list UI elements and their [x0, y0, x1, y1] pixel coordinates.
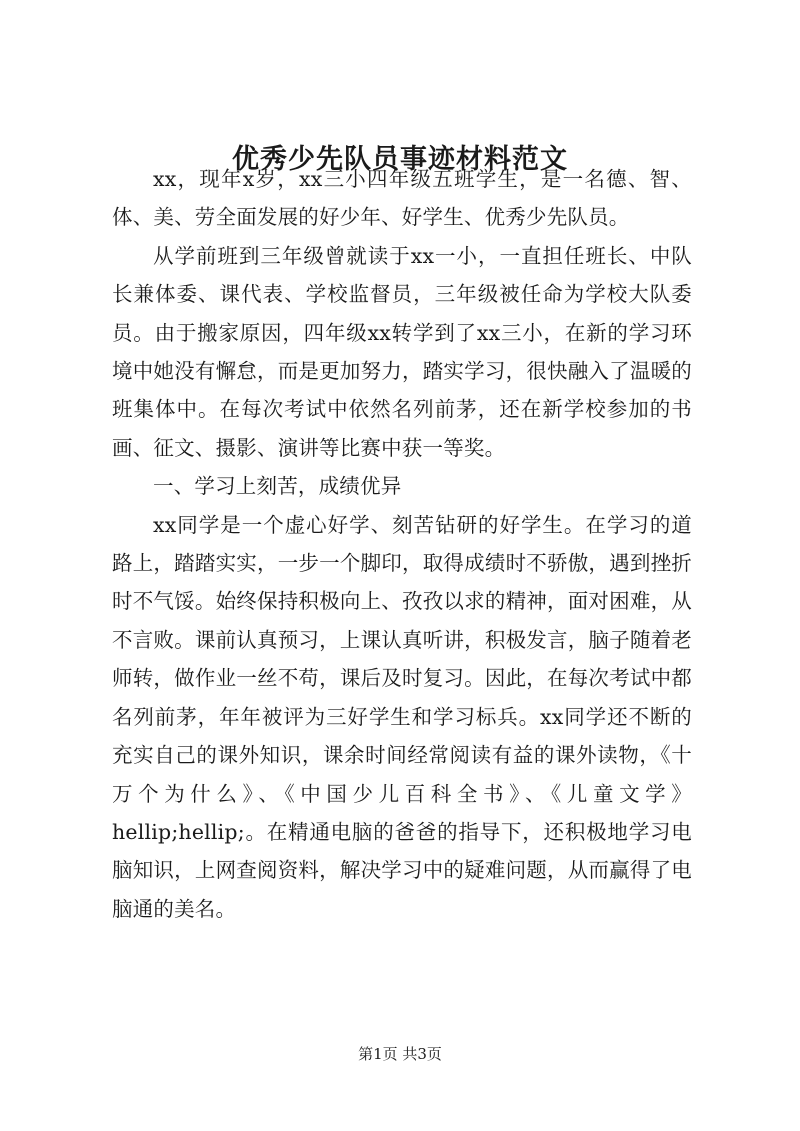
document-title: 优秀少先队员事迹材料范文: [232, 144, 568, 175]
paragraph-intro: xx，现年x岁，xx三小四年级五班学生，是一名德、智、体、美、劳全面发展的好少年、好学生、优秀少先队员。: [112, 167, 692, 230]
document-body: [112, 160, 692, 928]
paragraph-study: xx同学是一个虚心好学、刻苦钻研的好学生。在学习的道路上，踏踏实实，一步一个脚印，取得成绩时不骄傲，遇到挫折时不气馁。始终保持积极向上、孜孜以求的精神，面对困难，从不言败。课前认真预习，上课认真听讲，积极发言，脑子随着老师转，做作业一丝不苟，课后及时复习。因此，在每次考试中都名列前茅，年年被评为三好学生和学习标兵。xx同学还不断的充实自己的课外知识，课余时间经常阅读有益的课外读物，《十万个为什么》、《中国少儿百科全书》、《儿童文学》hellip;hellip;。在精通电脑的爸爸的指导下，还积极地学习电脑知识，上网查阅资料，解决学习中的疑难问题，从而赢得了电脑通的美名。: [112, 512, 692, 921]
paragraph-history: 从学前班到三年级曾就读于xx一小，一直担任班长、中队长兼体委、课代表、学校监督员，三年级被任命为学校大队委员。由于搬家原因，四年级xx转学到了xx三小，在新的学习环境中她没有懈怠，而是更加努力，踏实学习，很快融入了温暖的班集体中。在每次考试中依然名列前茅，还在新学校参加的书画、征文、摄影、演讲等比赛中获一等奖。: [112, 243, 692, 460]
section-heading: 一、学习上刻苦，成绩优异: [153, 474, 402, 499]
page-footer: 第1页 共3页: [358, 1045, 442, 1063]
